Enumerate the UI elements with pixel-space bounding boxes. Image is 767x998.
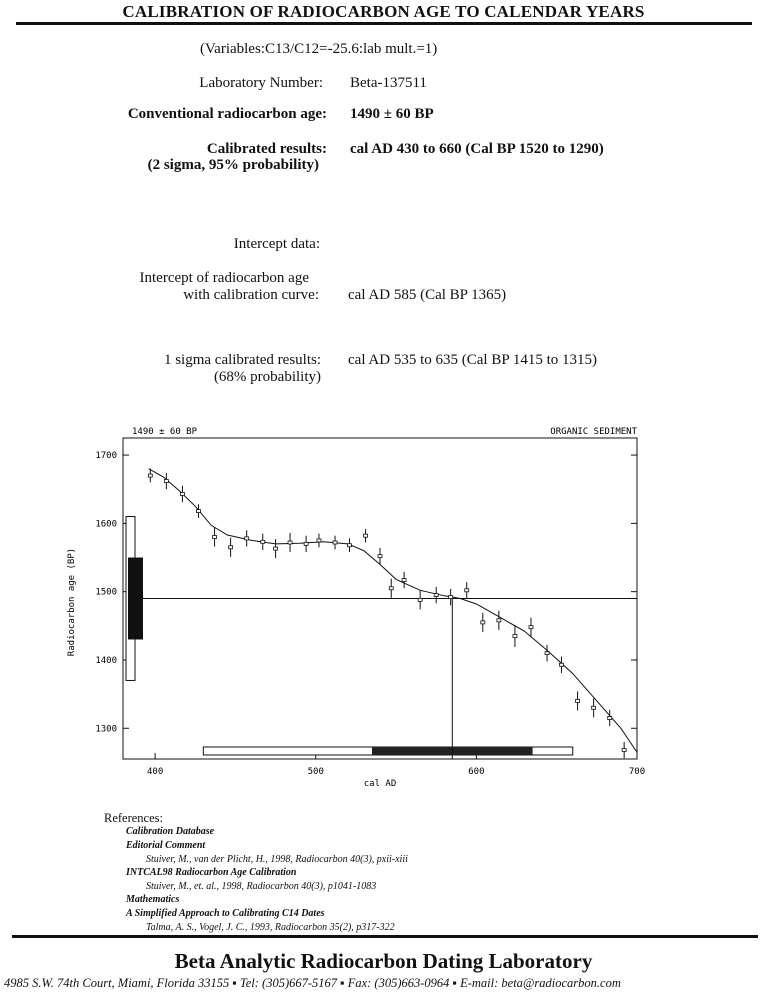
title-rule xyxy=(16,22,752,25)
sigma1-value: cal AD 535 to 635 (Cal BP 1415 to 1315) xyxy=(348,352,598,368)
data-point xyxy=(545,652,549,655)
data-point xyxy=(497,619,501,622)
intercept-label-1: Intercept of radiocarbon age xyxy=(139,270,309,286)
ref-simplified-approach: A Simplified Approach to Calibrating C14 Dates xyxy=(126,908,325,919)
x-tick-label: 500 xyxy=(307,767,324,777)
data-point xyxy=(608,717,612,720)
data-point xyxy=(434,594,438,597)
calibration-curve xyxy=(149,469,637,753)
data-point xyxy=(304,542,308,545)
data-point xyxy=(622,749,626,752)
data-point xyxy=(389,587,393,590)
data-point xyxy=(529,626,533,629)
conv-age-label: Conventional radiocarbon age: xyxy=(127,106,327,122)
y-tick-label: 1500 xyxy=(95,587,117,598)
references-label: References: xyxy=(104,811,163,825)
ref-editorial-comment: Editorial Comment xyxy=(126,840,206,851)
data-point xyxy=(245,537,249,540)
data-point xyxy=(364,534,368,537)
footer-address: 4985 S.W. 74th Court, Miami, Florida 33155 ▪ Tel: (305)667-5167 ▪ Fax: (305)663-0964 ▪ E-mail: beta@radiocarbon.com xyxy=(4,976,621,990)
intercept-data-label: Intercept data: xyxy=(233,236,320,252)
x-tick-label: 700 xyxy=(628,767,646,777)
x-tick-label: 400 xyxy=(146,767,164,777)
y-tick-label: 1400 xyxy=(95,655,117,666)
ref-intcal98: INTCAL98 Radiocarbon Age Calibration xyxy=(126,867,297,878)
data-point xyxy=(481,621,485,624)
data-point xyxy=(333,541,337,544)
footer-rule xyxy=(12,935,758,938)
y-axis-label: Radiocarbon age (BP) xyxy=(67,547,77,657)
x-tick-label: 600 xyxy=(468,767,485,777)
y-tick-label: 1600 xyxy=(95,519,117,530)
ref-mathematics: Mathematics xyxy=(126,894,180,905)
data-point xyxy=(465,589,469,592)
conv-age-value: 1490 ± 60 BP xyxy=(350,106,434,122)
intercept-label-2: with calibration curve: xyxy=(183,287,319,303)
ref-talma-vogel: Talma, A. S., Vogel, J. C., 1993, Radiocarbon 35(2), p317-322 xyxy=(146,922,395,933)
data-point xyxy=(378,555,382,558)
data-point xyxy=(288,541,292,544)
data-point xyxy=(449,596,453,599)
data-point xyxy=(196,510,200,513)
data-point xyxy=(592,706,596,709)
sigma1-label-2: (68% probability) xyxy=(213,369,321,385)
ref-stuiver-1998-a: Stuiver, M., van der Plicht, H., 1998, Radiocarbon 40(3), pxii-xiii xyxy=(146,854,408,865)
calib-label-2: (2 sigma, 95% probability) xyxy=(147,157,319,173)
data-point xyxy=(576,699,580,702)
age-1sigma-bar xyxy=(128,558,143,640)
data-point xyxy=(213,536,217,539)
data-point xyxy=(261,540,265,543)
data-point xyxy=(560,663,564,666)
x-axis-label: cal AD xyxy=(363,779,397,789)
data-point xyxy=(513,635,517,638)
calib-label-1: Calibrated results: xyxy=(206,141,327,157)
y-tick-label: 1300 xyxy=(95,724,117,735)
footer-lab-name: Beta Analytic Radiocarbon Dating Laboratory xyxy=(174,949,593,973)
sigma1-label-1: 1 sigma calibrated results: xyxy=(163,352,321,368)
calib-value: cal AD 430 to 660 (Cal BP 1520 to 1290) xyxy=(350,141,604,157)
data-point xyxy=(164,480,168,483)
data-point xyxy=(347,544,351,547)
page-title: CALIBRATION OF RADIOCARBON AGE TO CALENDAR YEARS xyxy=(122,2,645,21)
data-point xyxy=(402,579,406,582)
data-point xyxy=(317,539,321,542)
data-point xyxy=(418,598,422,601)
data-point xyxy=(148,474,152,477)
chart-header-left: 1490 ± 60 BP xyxy=(132,427,198,437)
data-point xyxy=(229,546,233,549)
variables-text: (Variables:C13/C12=-25.6:lab mult.=1) xyxy=(200,41,438,57)
lab-number-value: Beta-137511 xyxy=(350,75,427,91)
lab-number-label: Laboratory Number: xyxy=(199,75,323,91)
ref-stuiver-1998-b: Stuiver, M., et. al., 1998, Radiocarbon 40(3), p1041-1083 xyxy=(146,881,377,892)
intercept-value: cal AD 585 (Cal BP 1365) xyxy=(348,287,507,303)
ref-calibration-database: Calibration Database xyxy=(126,826,215,837)
data-point xyxy=(180,493,184,496)
chart-header-right: ORGANIC SEDIMENT xyxy=(550,427,637,437)
data-point xyxy=(274,547,278,550)
calibration-chart xyxy=(0,415,767,800)
y-tick-label: 1700 xyxy=(95,451,117,462)
